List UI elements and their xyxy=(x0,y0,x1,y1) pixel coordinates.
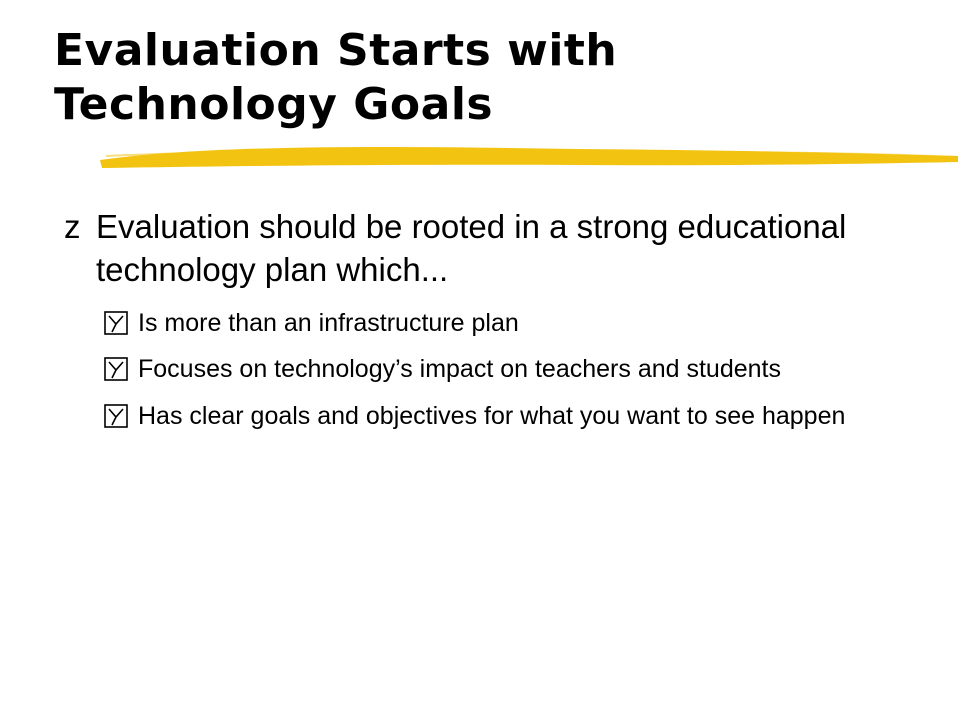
sub-bullet-item xyxy=(104,306,922,341)
slide-content xyxy=(62,206,922,445)
boxed-y-bullet-icon xyxy=(104,357,128,381)
sub-bullet-text: Is more than an infrastructure plan xyxy=(138,308,519,337)
sub-bullet-text: Has clear goals and objectives for what you want to see happen xyxy=(138,401,846,430)
boxed-y-bullet-icon xyxy=(104,311,128,335)
main-bullet xyxy=(62,206,922,292)
sub-bullet-item xyxy=(104,399,922,434)
z-bullet-icon: z xyxy=(64,208,81,245)
slide-title-line-2: Technology Goals xyxy=(54,78,494,130)
sub-bullet-text: Focuses on technology’s impact on teachers and students xyxy=(138,355,781,384)
title-underline-brush-stroke xyxy=(96,136,960,176)
sub-bullet-item xyxy=(104,352,922,387)
slide-title xyxy=(54,24,914,131)
slide-title-line-1: Evaluation Starts with xyxy=(54,25,618,76)
boxed-y-bullet-icon xyxy=(104,404,128,428)
main-bullet-text: Evaluation should be rooted in a strong educational technology plan which... xyxy=(96,208,847,288)
sub-bullet-list xyxy=(104,306,922,434)
